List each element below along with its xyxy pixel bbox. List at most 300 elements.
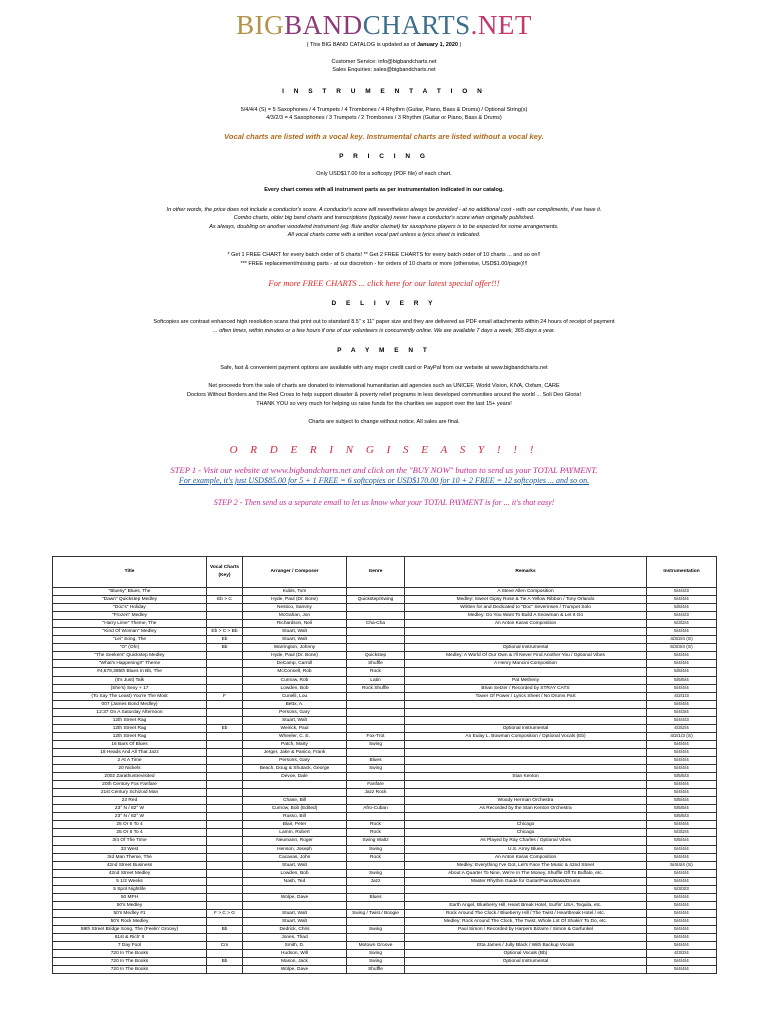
delivery-heading: D E L I V E R Y	[331, 300, 437, 307]
cell-genre: Rock	[347, 829, 405, 837]
cell-title: 61st & Rich' It	[53, 934, 207, 942]
pricing-every-chart: Every chart comes with all instrument parts as per instrumentation indicated in our catalog.	[264, 187, 504, 193]
table-row	[53, 869, 717, 877]
table-row	[53, 700, 717, 708]
cell-vocal-key	[207, 676, 243, 684]
cell-vocal-key: F > C > G	[207, 909, 243, 917]
cell-remarks: Medley: Sweet Gipsy Rose & Tie A Yellow Ribbon / Tony Orlando	[405, 596, 647, 604]
table-row	[53, 684, 717, 692]
cell-genre	[347, 692, 405, 700]
cell-arranger: Devoe, Dale	[243, 773, 347, 781]
cell-vocal-key	[207, 813, 243, 821]
cell-vocal-key	[207, 708, 243, 716]
cell-instrumentation: 5/3/3/4 (S)	[647, 644, 717, 652]
cell-instrumentation: 4/3/2/4	[647, 950, 717, 958]
cell-title: 720 In The Books	[53, 950, 207, 958]
table-row	[53, 765, 717, 773]
cell-vocal-key	[207, 765, 243, 773]
cell-genre: Jazz Rock	[347, 789, 405, 797]
cell-title: 16 Bars Of Blues	[53, 740, 207, 748]
cell-arranger	[243, 781, 347, 789]
table-row	[53, 756, 717, 764]
cell-genre: Swing	[347, 925, 405, 933]
cell-vocal-key	[207, 837, 243, 845]
payment-line-2: Net proceeds from the sale of charts are donated to international humanitarian aid agencies such as UNICEF, World Vision, KIVA, Oxfam, CARE	[208, 383, 560, 389]
payment-line-5: Charts are subject to change without notice. All sales are final.	[308, 419, 460, 425]
cell-genre	[347, 708, 405, 716]
cell-instrumentation: 5/4/4/4	[647, 765, 717, 773]
cell-title: 21st Century Schizoid Man	[53, 789, 207, 797]
catalog-table	[52, 556, 717, 974]
cell-instrumentation: 4/3/2/4	[647, 724, 717, 732]
cell-arranger: Hyde, Paul (Dr. Bone)	[243, 596, 347, 604]
cell-remarks	[405, 636, 647, 644]
table-row	[53, 612, 717, 620]
cell-instrumentation: 5/4/4/4	[647, 925, 717, 933]
table-row	[53, 958, 717, 966]
cell-genre: Rock	[347, 853, 405, 861]
cell-remarks: Medley: Rock Around The Clock, The Twist, Whole Lot Of Shakin' To Do, etc.	[405, 917, 647, 925]
table-row	[53, 821, 717, 829]
header-instrumentation: Instrumentation	[647, 557, 717, 588]
cell-instrumentation: 5/4/4/4	[647, 748, 717, 756]
cell-instrumentation: 5/5/5/4	[647, 676, 717, 684]
cell-title: 3/4 Of The Time	[53, 837, 207, 845]
cell-arranger: Warrington, Johnny	[243, 644, 347, 652]
cell-remarks: Earth Angel, Blueberry Hill, Heart Break Hotel, Surfin' USA, Tequila, etc.	[405, 901, 647, 909]
sales-email[interactable]: Sales Enquiries: sales@bigbandcharts.net	[332, 67, 436, 73]
table-row	[53, 861, 717, 869]
cell-genre: Swing / Twist / Boogie	[347, 909, 405, 917]
cell-instrumentation: 5/4/4/4	[647, 917, 717, 925]
table-row	[53, 692, 717, 700]
cell-vocal-key	[207, 950, 243, 958]
cell-remarks	[405, 813, 647, 821]
step-1-text[interactable]: STEP 1 - Visit our website at www.bigbandcharts.net and click on the "BUY NOW" button to send us your TOTAL PAYMENT.	[170, 465, 598, 475]
cell-genre: Quickstep	[347, 652, 405, 660]
cell-vocal-key	[207, 612, 243, 620]
table-row	[53, 805, 717, 813]
cell-vocal-key	[207, 845, 243, 853]
cell-genre	[347, 716, 405, 724]
cell-arranger: Lamm, Robert	[243, 829, 347, 837]
cell-title: 18 Heads And All That Jazz	[53, 748, 207, 756]
cell-genre: Swing	[347, 845, 405, 853]
cell-remarks: Optional Instrumental	[405, 958, 647, 966]
cell-vocal-key: Eb	[207, 724, 243, 732]
cell-remarks: An Anton Karas Composition	[405, 853, 647, 861]
cell-title: "Doc's" Holiday	[53, 604, 207, 612]
cell-arranger: Jones, Thad	[243, 934, 347, 942]
cell-instrumentation: 5/4/4/3	[647, 588, 717, 596]
logo-part-band: BAND	[284, 10, 363, 40]
cell-remarks	[405, 756, 647, 764]
cell-instrumentation: 5/4/4/4	[647, 700, 717, 708]
cell-vocal-key	[207, 660, 243, 668]
cell-genre	[347, 700, 405, 708]
logo-part-net: .NET	[470, 10, 532, 40]
cell-title: 7 Day Fool	[53, 942, 207, 950]
cell-vocal-key	[207, 588, 243, 596]
table-row	[53, 676, 717, 684]
cell-genre: Shuffle	[347, 966, 405, 974]
cell-arranger: Mason, Jack	[243, 958, 347, 966]
cell-remarks: Brian Setzer / Recorded by STRAY CATS	[405, 684, 647, 692]
cell-remarks: Woody Herman Orchestra	[405, 797, 647, 805]
cell-title: (She's) Sexy + 17	[53, 684, 207, 692]
cell-title: "The Seekers" Quickstep Medley	[53, 652, 207, 660]
cell-vocal-key	[207, 668, 243, 676]
cell-title: 50's Medley	[53, 901, 207, 909]
cell-instrumentation: 5/4/4/4	[647, 740, 717, 748]
cell-arranger: Stuart, Walt	[243, 917, 347, 925]
cell-arranger: Bettx, A.	[243, 700, 347, 708]
table-row	[53, 588, 717, 596]
cell-title: "O" (Oh!)	[53, 644, 207, 652]
cell-instrumentation: 5/4/4/4	[647, 789, 717, 797]
table-row	[53, 966, 717, 974]
cell-title: 3rd Man Theme, The	[53, 853, 207, 861]
cell-genre: Afro-Cuban	[347, 805, 405, 813]
cell-arranger: Patch, Marty	[243, 740, 347, 748]
cell-vocal-key: Bb	[207, 958, 243, 966]
cell-genre: Fanfare	[347, 781, 405, 789]
cell-title: 50 MPH	[53, 893, 207, 901]
cell-instrumentation: 5/3/2/4	[647, 620, 717, 628]
table-row	[53, 740, 717, 748]
cell-title: 42nd Street Medley	[53, 869, 207, 877]
table-row	[53, 596, 717, 604]
cell-instrumentation: 5/5/5/3	[647, 773, 717, 781]
cell-arranger: Stuart, Walt	[243, 628, 347, 636]
cell-title: 23° N / 82° W	[53, 805, 207, 813]
cell-arranger: Stuart, Walt	[243, 861, 347, 869]
payment-heading: P A Y M E N T	[337, 347, 431, 354]
cell-instrumentation: 5/4/4/4	[647, 628, 717, 636]
cell-instrumentation: 5/4/4/3	[647, 612, 717, 620]
cell-arranger: Stuart, Walt	[243, 636, 347, 644]
table-row	[53, 853, 717, 861]
cell-arranger: Henson, Joseph	[243, 845, 347, 853]
cell-vocal-key	[207, 966, 243, 974]
cell-vocal-key: Bb	[207, 925, 243, 933]
pricing-note-1: In other words, the price does not include a conductor's score. A conductor's score will nevertheless always be provided - at no additional cost - with our compliments, if we have it.	[166, 207, 602, 213]
cell-instrumentation: 4/3/2/4 (S)	[647, 636, 717, 644]
cell-genre: Quickstep/Swing	[347, 596, 405, 604]
cell-instrumentation: 5/4/4/4	[647, 934, 717, 942]
cell-vocal-key: Eb	[207, 636, 243, 644]
special-offer-link[interactable]: For more FREE CHARTS ... click here for our latest special offer!!!	[268, 278, 500, 288]
cell-genre: Swing	[347, 765, 405, 773]
vocal-charts-note: Vocal charts are listed with a vocal key. Instrumental charts are listed without a vocal key.	[224, 132, 544, 141]
table-row	[53, 845, 717, 853]
cell-remarks: Pat Metheny	[405, 676, 647, 684]
cell-arranger: Weirick, Paul	[243, 724, 347, 732]
cell-remarks: Optional Instrumental	[405, 724, 647, 732]
cell-vocal-key	[207, 877, 243, 885]
table-row	[53, 620, 717, 628]
table-row	[53, 925, 717, 933]
cell-title: 20 Nickels	[53, 765, 207, 773]
cell-genre: Shuffle	[347, 660, 405, 668]
catalog-body	[53, 588, 717, 974]
cell-title: 25 Or 6 To 4	[53, 829, 207, 837]
table-row	[53, 837, 717, 845]
cell-arranger: Smith, D.	[243, 942, 347, 950]
cell-title: 5 1/2 Weeks	[53, 877, 207, 885]
cell-remarks	[405, 716, 647, 724]
cell-arranger: Wolpe, Dave	[243, 966, 347, 974]
cell-title: "Frozen" Medley	[53, 612, 207, 620]
cell-title: 33 West	[53, 845, 207, 853]
table-row	[53, 917, 717, 925]
cell-vocal-key	[207, 756, 243, 764]
table-row	[53, 660, 717, 668]
cell-instrumentation: 5/3/2/4	[647, 829, 717, 837]
cell-title: 12th Street Rag	[53, 716, 207, 724]
cell-remarks	[405, 748, 647, 756]
step-1-example: For example, it's just USD$85.00 for 5 + 1 FREE = 6 softcopies or USD$170.00 for 10 + 2 FREE = 12 softcopies ... and so on.	[178, 476, 590, 485]
cell-instrumentation: 5/4/4/4	[647, 942, 717, 950]
update-date: January 1, 2020	[417, 42, 458, 48]
cell-genre: Latin	[347, 676, 405, 684]
cell-vocal-key	[207, 773, 243, 781]
update-prefix: ( This BIG BAND CATALOG is updated as of	[306, 42, 417, 48]
cell-remarks	[405, 708, 647, 716]
ordering-heading: O R D E R I N G I S E A S Y ! ! !	[229, 444, 539, 456]
cell-title: "Kind Of Woman" Medley	[53, 628, 207, 636]
cell-arranger: Lowden, Bob	[243, 684, 347, 692]
cell-title: 2 At A Time	[53, 756, 207, 764]
cell-remarks: As Recorded by the Stan Kenton Orchestra	[405, 805, 647, 813]
cell-arranger: Hyde, Paul (Dr. Bone)	[243, 652, 347, 660]
cell-remarks: Medley: Do You Want To Build A Snowman & Let It Go	[405, 612, 647, 620]
table-row	[53, 877, 717, 885]
cell-remarks	[405, 668, 647, 676]
cell-remarks: Master Rhythm Guide for Guitar/Piano/Bass/Drums	[405, 877, 647, 885]
cell-arranger: DeCamp, Carroll	[243, 660, 347, 668]
table-row	[53, 813, 717, 821]
cell-vocal-key	[207, 748, 243, 756]
cell-title: 720 In The Books	[53, 966, 207, 974]
header-arranger: Arranger / Composer	[243, 557, 347, 588]
customer-service-email[interactable]: Customer Service: info@bigbandcharts.net	[331, 59, 437, 65]
cell-instrumentation: 5/4/4/4	[647, 893, 717, 901]
cell-arranger	[243, 901, 347, 909]
cell-arranger: Nestico, Sammy	[243, 604, 347, 612]
cell-remarks: As Played by Ray Charles / Optional Vibes	[405, 837, 647, 845]
update-suffix: )	[457, 42, 462, 48]
free-charts-offer: * Get 1 FREE CHART for every batch order of 5 charts! ** Get 2 FREE CHARTS for every batch order of 10 charts ... and so on!!	[227, 252, 541, 258]
cell-vocal-key	[207, 869, 243, 877]
cell-title: "Bluesy" Blues, The	[53, 588, 207, 596]
cell-remarks	[405, 781, 647, 789]
cell-genre	[347, 612, 405, 620]
cell-genre	[347, 797, 405, 805]
logo-part-big: BIG	[236, 10, 285, 40]
cell-remarks: Chicago	[405, 829, 647, 837]
table-row	[53, 636, 717, 644]
cell-instrumentation: 5/4/4/4	[647, 958, 717, 966]
cell-genre	[347, 885, 405, 893]
table-row	[53, 893, 717, 901]
cell-remarks: A Steve Allen Composition	[405, 588, 647, 596]
cell-genre	[347, 901, 405, 909]
cell-remarks: A Henry Mancini Composition	[405, 660, 647, 668]
cell-instrumentation: 5/4/4/4 (S)	[647, 861, 717, 869]
cell-remarks: Etta James / Jully Black / With Backup Vocals	[405, 942, 647, 950]
payment-line-4: THANK YOU so very much for helping us raise funds for the charities we support over the last 15+ years!	[256, 401, 512, 407]
pricing-price: Only USD$17.00 for a softcopy (PDF file) of each chart.	[316, 171, 452, 177]
cell-arranger	[243, 885, 347, 893]
cell-arranger: Nash, Ted	[243, 877, 347, 885]
cell-vocal-key	[207, 716, 243, 724]
cell-arranger: Lowden, Bob	[243, 869, 347, 877]
cell-vocal-key: Eb > C	[207, 596, 243, 604]
cell-remarks: Written for and Dedicated to "Doc" Severinsen / Trumpet Solo	[405, 604, 647, 612]
cell-vocal-key	[207, 885, 243, 893]
table-row	[53, 732, 717, 740]
cell-title: "Dawn" Quickstep Medley	[53, 596, 207, 604]
cell-arranger: McConnell, Rob	[243, 668, 347, 676]
cell-title: 20th Century Fox Fanfare	[53, 781, 207, 789]
cell-arranger: Curnow, Rob	[243, 676, 347, 684]
cell-genre: Swing Waltz	[347, 837, 405, 845]
cell-genre: Swing	[347, 869, 405, 877]
cell-arranger: Jerger, Jake & Panico, Frank	[243, 748, 347, 756]
table-row	[53, 716, 717, 724]
cell-title: 2002 Zarathustrevisited	[53, 773, 207, 781]
cell-arranger: Stuart, Walt	[243, 909, 347, 917]
cell-instrumentation: 5/4/4/4	[647, 596, 717, 604]
cell-remarks: Medley: Everything I've Got, Let's Face The Music & 42nd Street	[405, 861, 647, 869]
cell-arranger: Chase, Bill	[243, 797, 347, 805]
cell-title: 25 Or 6 To 4	[53, 821, 207, 829]
cell-genre	[347, 724, 405, 732]
cell-instrumentation: 5/4/4/3	[647, 716, 717, 724]
table-row	[53, 773, 717, 781]
cell-vocal-key: Cm	[207, 942, 243, 950]
cell-instrumentation: 5/4/4/4	[647, 845, 717, 853]
pricing-note-3: As always, doubling on another woodwind instrument (eg. flute and/or clarinet) for saxophone players is to be expected for some arrangements.	[209, 224, 559, 230]
cell-instrumentation: 5/5/4/4	[647, 668, 717, 676]
cell-arranger: Neumann, Roger	[243, 837, 347, 845]
cell-instrumentation: 5/4/4/4	[647, 853, 717, 861]
pricing-note-2: Combo charts, older big band charts and transcriptions (typically) never have a conductor's score when originally published.	[233, 215, 535, 221]
cell-vocal-key	[207, 604, 243, 612]
cell-title: 23 Red	[53, 797, 207, 805]
cell-genre	[347, 813, 405, 821]
cell-arranger: Persons, Gary	[243, 756, 347, 764]
table-row	[53, 909, 717, 917]
cell-title: 50's Rock Medley	[53, 917, 207, 925]
cell-instrumentation: 4/2/1/3	[647, 692, 717, 700]
cell-title: 5 Spot Nightlife	[53, 885, 207, 893]
cell-genre	[347, 628, 405, 636]
cell-instrumentation: 5/5/4/4	[647, 837, 717, 845]
update-notice	[0, 42, 768, 49]
cell-instrumentation: 5/5/5/3	[647, 813, 717, 821]
table-row	[53, 781, 717, 789]
header-remarks: Remarks	[405, 557, 647, 588]
cell-arranger	[243, 789, 347, 797]
cell-arranger: Cacavas, John	[243, 853, 347, 861]
cell-vocal-key	[207, 853, 243, 861]
cell-instrumentation: 5/4/4/4	[647, 877, 717, 885]
cell-vocal-key	[207, 781, 243, 789]
cell-vocal-key	[207, 652, 243, 660]
cell-remarks: Optional Vocals (Bb)	[405, 950, 647, 958]
cell-title: 720 In The Books	[53, 958, 207, 966]
cell-remarks: An Anton Karas Composition	[405, 620, 647, 628]
table-row	[53, 708, 717, 716]
table-row	[53, 644, 717, 652]
cell-remarks: About A Quarter To Nine, We're In The Money, Shuffle Off To Buffalo, etc.	[405, 869, 647, 877]
cell-vocal-key	[207, 821, 243, 829]
cell-remarks	[405, 700, 647, 708]
instrumentation-line-1: 5/4/4/4 (S) = 5 Saxophones / 4 Trumpets / 4 Trombones / 4 Rhythm (Guitar, Piano, Bass & Drums) / Optional String(s)	[240, 107, 528, 113]
cell-title: 50's Medley #1	[53, 909, 207, 917]
cell-genre: Fox-Trot	[347, 732, 405, 740]
cell-vocal-key	[207, 934, 243, 942]
site-logo[interactable]	[0, 10, 768, 41]
cell-instrumentation: 5/4/4/4	[647, 901, 717, 909]
cell-arranger: Cunelli, Lou	[243, 692, 347, 700]
cell-vocal-key	[207, 901, 243, 909]
header-vocal-charts: Vocal Charts (Key)	[207, 557, 243, 588]
cell-genre: Swing	[347, 958, 405, 966]
cell-instrumentation: 5/4/4/4	[647, 781, 717, 789]
cell-vocal-key: Bb	[207, 644, 243, 652]
table-row	[53, 901, 717, 909]
delivery-line-2: ... often times, within minutes or a few hours if one of our volunteers is concurrently online. We are available 7 days a week, 365 days a year.	[212, 328, 556, 334]
cell-genre	[347, 644, 405, 652]
cell-title: "Harry Lime" Theme, The	[53, 620, 207, 628]
cell-instrumentation: 5/5/4/4	[647, 604, 717, 612]
step-2-text: STEP 2 - Then send us a separate email to let us know what your TOTAL PAYMENT is for ... it's that easy!	[213, 498, 555, 507]
table-row	[53, 829, 717, 837]
cell-remarks	[405, 966, 647, 974]
cell-vocal-key	[207, 684, 243, 692]
cell-remarks: An Eulay L. Bowman Composition / Optional Vocals (Eb)	[405, 732, 647, 740]
cell-vocal-key	[207, 732, 243, 740]
cell-genre	[347, 748, 405, 756]
table-row	[53, 942, 717, 950]
cell-vocal-key: F	[207, 692, 243, 700]
table-row	[53, 797, 717, 805]
cell-instrumentation: 5/4/4/4	[647, 909, 717, 917]
cell-genre	[347, 604, 405, 612]
table-row	[53, 885, 717, 893]
cell-title: 12th Street Rag	[53, 724, 207, 732]
pricing-heading: P R I C I N G	[339, 153, 429, 160]
cell-genre: Motown Groove	[347, 942, 405, 950]
cell-remarks: Optional Instrumental	[405, 644, 647, 652]
cell-title: 12th Street Rag	[53, 732, 207, 740]
instrumentation-line-2: 4/3/2/3 = 4 Saxophones / 3 Trumpets / 2 Trombones / 3 Rhythm (Guitar or Piano, Bass & Drums)	[266, 115, 502, 121]
table-row	[53, 748, 717, 756]
cell-vocal-key	[207, 917, 243, 925]
cell-title: 42nd Street Business	[53, 861, 207, 869]
cell-arranger: Stuart, Walt	[243, 716, 347, 724]
cell-genre: Swing	[347, 950, 405, 958]
cell-genre: Rock Shuffle	[347, 684, 405, 692]
cell-vocal-key	[207, 805, 243, 813]
cell-genre: Blues	[347, 756, 405, 764]
cell-title: 12:37 On A Saturday Afternoon	[53, 708, 207, 716]
cell-arranger: McGahan, Jon	[243, 612, 347, 620]
cell-arranger: Beach, Doug & Shutack, George	[243, 765, 347, 773]
